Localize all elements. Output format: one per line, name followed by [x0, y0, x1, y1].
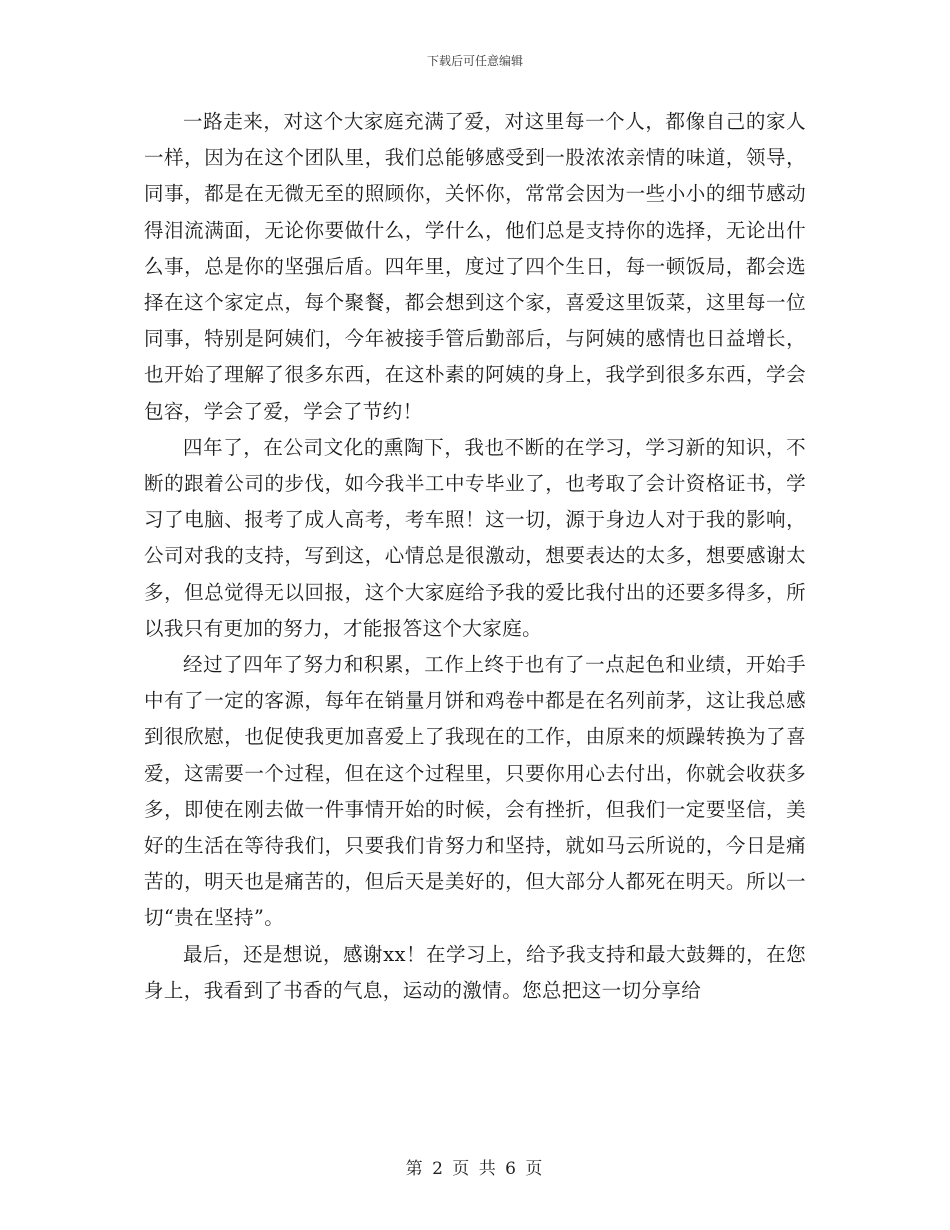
page-header-note: 下载后可任意编辑	[426, 54, 523, 68]
paragraph-1: 一路走来，对这个大家庭充满了爱，对这里每一个人，都像自己的家人一样，因为在这个团队里，我们总能够感受到一股浓浓亲情的味道，领导，同事，都是在无微无至的照顾你，关怀你，常常会因为一些小小的细节感动得泪流满面，无论你要做什么，学什么，他们总是支持你的选择，无论出什么事，总是你的坚强后盾。四年里，度过了四个生日，每一顿饭局，都会选择在这个家定点，每个聚餐，都会想到这个家，喜爱这里饭菜，这里每一位同事，特别是阿姨们，今年被接手管后勤部后，与阿姨的感情也日益增长，也开始了理解了很多东西，在这朴素的阿姨的身上，我学到很多东西，学会包容，学会了爱，学会了节约！	[144, 110, 806, 423]
paragraph-4: 最后，还是想说，感谢xx！在学习上，给予我支持和最大鼓舞的，在您身上，我看到了书香的气息，运动的激情。您总把这一切分享给	[144, 942, 806, 1002]
page-number-footer: 第 2 页 共 6 页	[405, 1159, 545, 1179]
paragraph-2: 四年了，在公司文化的熏陶下，我也不断的在学习，学习新的知识，不断的跟着公司的步伐，如今我半工中专毕业了，也考取了会计资格证书，学习了电脑、报考了成人高考，考车照！这一切，源于身边人对于我的影响，公司对我的支持，写到这，心情总是很激动，想要表达的太多，想要感谢太多，但总觉得无以回报，这个大家庭给予我的爱比我付出的还要多得多，所以我只有更加的努力，才能报答这个大家庭。	[144, 435, 806, 640]
document-body	[144, 104, 806, 1009]
paragraph-3: 经过了四年了努力和积累，工作上终于也有了一点起色和业绩，开始手中有了一定的客源，每年在销量月饼和鸡卷中都是在名列前茅，这让我总感到很欣慰，也促使我更加喜爱上了我现在的工作，由原来的烦躁转换为了喜爱，这需要一个过程，但在这个过程里，只要你用心去付出，你就会收获多多，即使在刚去做一件事情开始的时候，会有挫折，但我们一定要坚信，美好的生活在等待我们，只要我们肯努力和坚持，就如马云所说的，今日是痛苦的，明天也是痛苦的，但后天是美好的，但大部分人都死在明天。所以一切“贵在坚持”。	[144, 653, 806, 930]
